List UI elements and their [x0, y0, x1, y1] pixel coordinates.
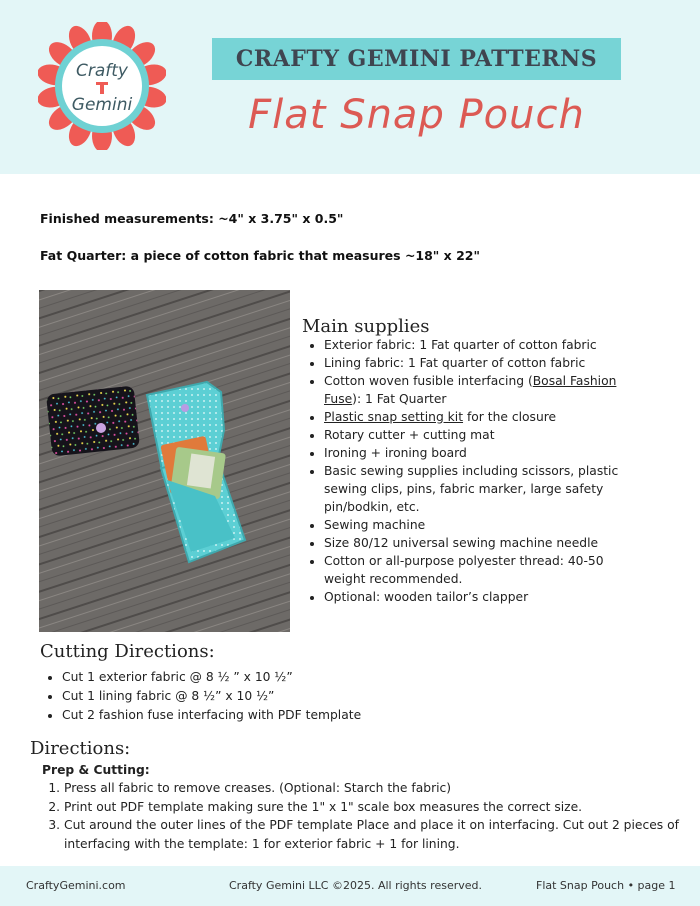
bosal-fashion-fuse-link[interactable]: Bosal Fashion Fuse — [324, 374, 617, 406]
list-item: 2. Print out PDF template making sure the 1" x 1" scale box measures the correct size. — [64, 798, 684, 817]
directions-heading: Directions: — [30, 738, 131, 759]
fat-quarter-definition: Fat Quarter: a piece of cotton fabric that measures ~18" x 22" — [40, 248, 480, 263]
list-item: • Basic sewing supplies including scissors, plastic sewing clips, pins, fabric marker, large safety pin/bodkin, etc. — [324, 462, 644, 516]
list-item: • Cotton or all-purpose polyester thread: 40-50 weight recommended. — [324, 552, 644, 588]
crafty-gemini-logo — [38, 22, 166, 150]
list-item: • Cut 1 lining fabric @ 8 ½” x 10 ½” — [62, 687, 361, 706]
supplies-list — [306, 336, 644, 606]
list-item: • Ironing + ironing board — [324, 444, 644, 462]
cutting-list — [44, 668, 361, 725]
list-item: • Plastic snap setting kit for the closure — [324, 408, 644, 426]
main-supplies-heading: Main supplies — [302, 316, 430, 337]
list-item: • Rotary cutter + cutting mat — [324, 426, 644, 444]
pouch-photo — [39, 290, 290, 632]
list-item: • Cotton woven fusible interfacing (Bosal Fashion Fuse): 1 Fat Quarter — [324, 372, 644, 408]
list-item: 3. Cut around the outer lines of the PDF template Place and place it on interfacing. Cut out 2 pieces of interfacing with the template: 1 for exterior fabric + 1 for lining. — [64, 816, 684, 853]
list-item: 1. Press all fabric to remove creases. (Optional: Starch the fabric) — [64, 779, 684, 798]
prep-cutting-subheading: Prep & Cutting: — [42, 763, 150, 777]
plastic-snap-kit-link[interactable]: Plastic snap setting kit — [324, 410, 464, 424]
list-item: • Exterior fabric: 1 Fat quarter of cotton fabric — [324, 336, 644, 354]
pattern-title: Flat Snap Pouch — [248, 92, 585, 138]
list-item: • Cut 2 fashion fuse interfacing with PDF template — [62, 706, 361, 725]
footer-page-number: Flat Snap Pouch • page 1 — [536, 879, 676, 892]
list-item: • Cut 1 exterior fabric @ 8 ½ ” x 10 ½” — [62, 668, 361, 687]
svg-text:Crafty: Crafty — [76, 61, 128, 81]
brand-name: CRAFTY GEMINI PATTERNS — [235, 46, 598, 72]
cutting-directions-heading: Cutting Directions: — [40, 641, 215, 662]
directions-steps — [46, 779, 684, 853]
brand-banner — [212, 38, 621, 80]
list-item: • Sewing machine — [324, 516, 644, 534]
list-item: • Lining fabric: 1 Fat quarter of cotton fabric — [324, 354, 644, 372]
list-item: • Optional: wooden tailor’s clapper — [324, 588, 644, 606]
finished-measurements: Finished measurements: ~4" x 3.75" x 0.5" — [40, 211, 344, 226]
svg-text:Gemini: Gemini — [71, 95, 133, 115]
footer-copyright: Crafty Gemini LLC ©2025. All rights reserved. — [229, 879, 482, 892]
footer-website: CraftyGemini.com — [26, 879, 126, 892]
list-item: • Size 80/12 universal sewing machine needle — [324, 534, 644, 552]
